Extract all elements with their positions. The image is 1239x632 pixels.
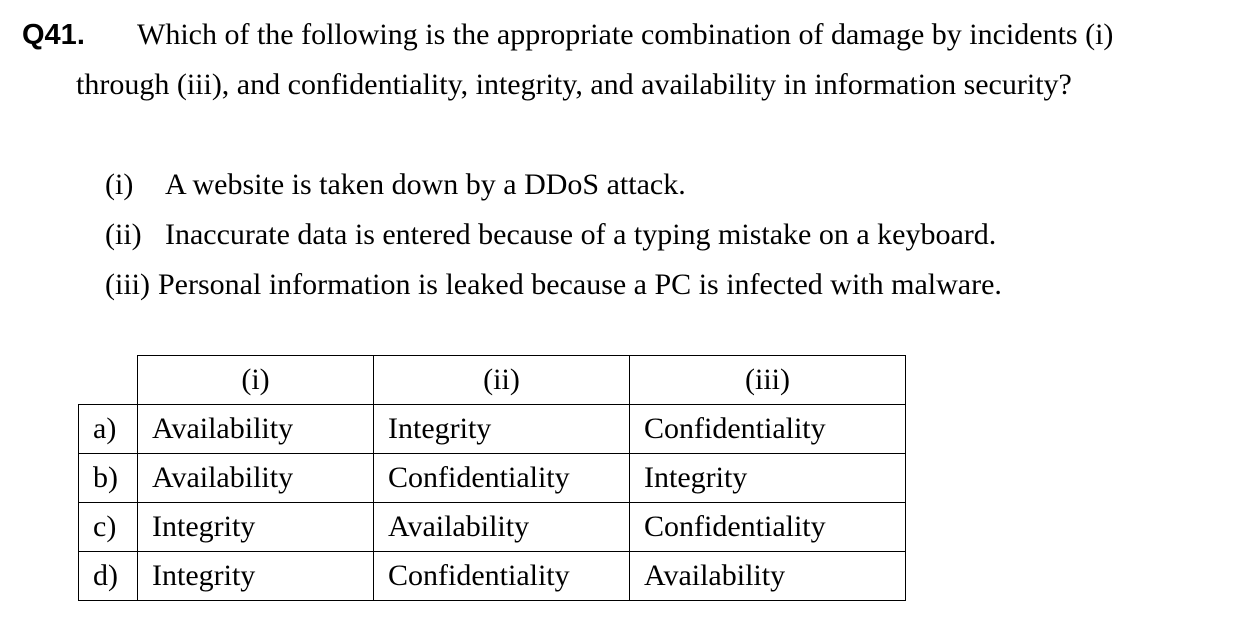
- question-number: Q41.: [22, 19, 85, 51]
- incident-item: [105, 216, 1002, 266]
- incident-label: (ii): [105, 218, 142, 251]
- table-cell: Availability: [138, 454, 374, 503]
- header-cell: (i): [138, 356, 374, 405]
- table-cell: Confidentiality: [630, 503, 906, 552]
- table-cell: Integrity: [138, 503, 374, 552]
- incident-label: (iii): [105, 268, 150, 301]
- table-cell: Confidentiality: [630, 405, 906, 454]
- incident-text: A website is taken down by a DDoS attack.: [165, 168, 686, 201]
- option-label: b): [79, 454, 138, 503]
- table-cell: Integrity: [630, 454, 906, 503]
- answer-option-row: [79, 454, 906, 503]
- answer-option-row: [79, 552, 906, 601]
- header-blank-cell: [79, 356, 138, 405]
- answer-option-row: [79, 503, 906, 552]
- table-cell: Confidentiality: [374, 454, 630, 503]
- answer-table-header-row: [79, 356, 906, 405]
- table-cell: Availability: [138, 405, 374, 454]
- answer-table: [78, 355, 906, 601]
- table-cell: Integrity: [138, 552, 374, 601]
- option-label: c): [79, 503, 138, 552]
- table-cell: Integrity: [374, 405, 630, 454]
- incident-text: Personal information is leaked because a PC is infected with malware.: [158, 268, 1002, 301]
- question-text-line-1: Which of the following is the appropriate combination of damage by incidents (i): [137, 18, 1114, 51]
- incident-item: [105, 166, 1002, 216]
- header-cell: (iii): [630, 356, 906, 405]
- table-cell: Availability: [630, 552, 906, 601]
- incident-item: [105, 266, 1002, 316]
- answer-option-row: [79, 405, 906, 454]
- header-cell: (ii): [374, 356, 630, 405]
- table-cell: Confidentiality: [374, 552, 630, 601]
- incident-text: Inaccurate data is entered because of a typing mistake on a keyboard.: [165, 218, 997, 251]
- incident-list: [105, 166, 1002, 316]
- incident-label: (i): [105, 168, 134, 201]
- option-label: d): [79, 552, 138, 601]
- table-cell: Availability: [374, 503, 630, 552]
- option-label: a): [79, 405, 138, 454]
- question-text-line-2: through (iii), and confidentiality, integrity, and availability in information security?: [76, 68, 1072, 101]
